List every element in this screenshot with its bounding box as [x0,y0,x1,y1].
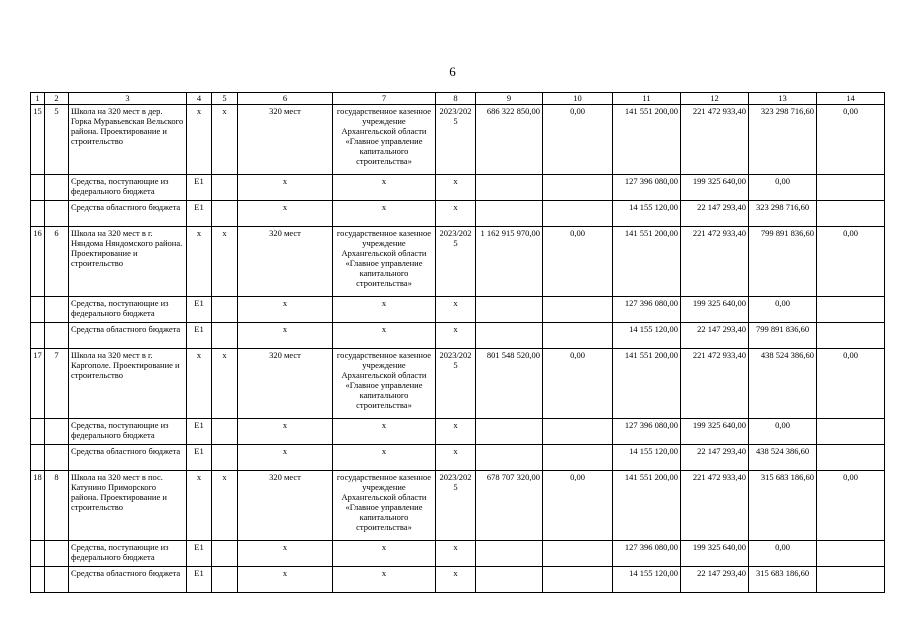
amount-cell: 14 155 120,00 [613,445,681,471]
row-number-cell: 5 [45,105,69,175]
amount-cell: 14 155 120,00 [613,201,681,227]
object-name-cell: Школа на 320 мест в г. Няндома Няндомского района. Проектирование и строительство [69,227,187,297]
row-number-cell: 6 [45,227,69,297]
capacity-cell: 320 мест [238,105,333,175]
amount-cell: 22 147 293,40 [681,445,749,471]
table-cell: х [333,201,436,227]
amount-cell: 127 396 080,00 [613,419,681,445]
table-row-object [31,471,885,541]
table-row-funding-regional [31,201,885,227]
empty-cell [45,541,69,567]
table-cell: х [436,445,476,471]
empty-cell [45,201,69,227]
funding-source-cell: Средства, поступающие из федерального бюджета [69,541,187,567]
table-cell: х [187,227,212,297]
empty-cell [45,297,69,323]
amount-cell: 22 147 293,40 [681,201,749,227]
amount-cell: 0,00 [749,175,817,201]
row-number-cell: 18 [31,471,45,541]
amount-cell: 199 325 640,00 [681,175,749,201]
empty-cell [817,201,885,227]
table-cell: х [187,471,212,541]
empty-cell [543,541,613,567]
table-cell: х [238,323,333,349]
header-cell: 4 [187,93,212,105]
header-cell: 3 [69,93,187,105]
table-row-object [31,349,885,419]
period-cell: 2023/2025 [436,105,476,175]
amount-cell: 127 396 080,00 [613,541,681,567]
amount-cell: 0,00 [543,105,613,175]
header-cell: 13 [749,93,817,105]
funding-source-cell: Средства, поступающие из федерального бюджета [69,297,187,323]
amount-cell: 315 683 186,60 [749,471,817,541]
empty-cell [212,297,238,323]
table-cell: х [238,419,333,445]
empty-cell [817,175,885,201]
table-row-object [31,105,885,175]
amount-cell: 199 325 640,00 [681,297,749,323]
funding-source-cell: Средства, поступающие из федерального бюджета [69,175,187,201]
budget-table [30,92,885,593]
table-cell: х [238,445,333,471]
funding-source-cell: Средства областного бюджета [69,445,187,471]
empty-cell [476,175,543,201]
table-cell: х [238,541,333,567]
amount-cell: 141 551 200,00 [613,349,681,419]
header-cell: 11 [613,93,681,105]
empty-cell [212,419,238,445]
funding-source-cell: Средства областного бюджета [69,323,187,349]
amount-cell: 0,00 [749,541,817,567]
row-number-cell: 8 [45,471,69,541]
table-cell: х [212,227,238,297]
table-cell: х [212,105,238,175]
funding-source-cell: Средства областного бюджета [69,201,187,227]
table-cell: х [333,175,436,201]
amount-cell: 315 683 186,60 [749,567,817,593]
empty-cell [31,323,45,349]
header-cell: 9 [476,93,543,105]
empty-cell [31,419,45,445]
table-cell: х [436,175,476,201]
amount-cell: 0,00 [817,471,885,541]
empty-cell [543,445,613,471]
amount-cell: 14 155 120,00 [613,323,681,349]
empty-cell [45,175,69,201]
table-cell: х [238,175,333,201]
funding-source-cell: Средства, поступающие из федерального бюджета [69,419,187,445]
row-number-cell: 7 [45,349,69,419]
customer-cell: государственное казенное учреждение Архангельской области «Главное управление капитального строительства» [333,471,436,541]
empty-cell [45,567,69,593]
amount-cell: 438 524 386,60 [749,349,817,419]
amount-cell: 438 524 386,60 [749,445,817,471]
empty-cell [476,419,543,445]
header-cell: 14 [817,93,885,105]
table-cell: х [333,567,436,593]
table-cell: х [238,201,333,227]
table-cell: х [187,105,212,175]
table-cell: х [436,201,476,227]
amount-cell: 0,00 [817,105,885,175]
empty-cell [31,567,45,593]
table-cell: х [436,541,476,567]
amount-cell: 799 891 836,60 [749,227,817,297]
empty-cell [476,323,543,349]
table-row-funding-federal [31,297,885,323]
table-row-funding-federal [31,175,885,201]
amount-cell: 799 891 836,60 [749,323,817,349]
table-cell: Е1 [187,323,212,349]
amount-cell: 801 548 520,00 [476,349,543,419]
empty-cell [476,201,543,227]
amount-cell: 22 147 293,40 [681,567,749,593]
table-cell: Е1 [187,419,212,445]
empty-cell [543,201,613,227]
empty-cell [31,201,45,227]
amount-cell: 221 472 933,40 [681,227,749,297]
funding-source-cell: Средства областного бюджета [69,567,187,593]
empty-cell [45,445,69,471]
table-cell: х [436,567,476,593]
capacity-cell: 320 мест [238,227,333,297]
table-row-funding-regional [31,445,885,471]
empty-cell [817,297,885,323]
header-cell: 6 [238,93,333,105]
header-cell: 5 [212,93,238,105]
period-cell: 2023/2025 [436,471,476,541]
empty-cell [543,419,613,445]
table-cell: х [238,297,333,323]
header-cell: 1 [31,93,45,105]
table-cell: х [238,567,333,593]
amount-cell: 221 472 933,40 [681,105,749,175]
amount-cell: 0,00 [543,471,613,541]
capacity-cell: 320 мест [238,349,333,419]
table-row-funding-regional [31,323,885,349]
amount-cell: 678 707 320,00 [476,471,543,541]
empty-cell [212,323,238,349]
amount-cell: 141 551 200,00 [613,471,681,541]
amount-cell: 1 162 915 970,00 [476,227,543,297]
header-cell: 8 [436,93,476,105]
table-row-funding-regional [31,567,885,593]
empty-cell [31,541,45,567]
amount-cell: 0,00 [543,349,613,419]
header-cell: 7 [333,93,436,105]
table-cell: х [333,445,436,471]
amount-cell: 0,00 [749,419,817,445]
empty-cell [817,323,885,349]
amount-cell: 127 396 080,00 [613,175,681,201]
row-number-cell: 17 [31,349,45,419]
amount-cell: 686 322 850,00 [476,105,543,175]
header-cell: 10 [543,93,613,105]
empty-cell [817,445,885,471]
empty-cell [543,297,613,323]
empty-cell [212,567,238,593]
table-cell: х [333,297,436,323]
table-cell: Е1 [187,297,212,323]
table-cell: х [436,419,476,445]
empty-cell [31,175,45,201]
empty-cell [543,323,613,349]
empty-cell [817,541,885,567]
amount-cell: 14 155 120,00 [613,567,681,593]
table-body [31,93,885,593]
table-row-funding-federal [31,541,885,567]
amount-cell: 199 325 640,00 [681,541,749,567]
empty-cell [476,297,543,323]
header-cell: 12 [681,93,749,105]
empty-cell [31,445,45,471]
empty-cell [543,567,613,593]
table-cell: Е1 [187,201,212,227]
table-cell: х [333,323,436,349]
table-cell: Е1 [187,541,212,567]
customer-cell: государственное казенное учреждение Архангельской области «Главное управление капитального строительства» [333,227,436,297]
empty-cell [476,445,543,471]
customer-cell: государственное казенное учреждение Архангельской области «Главное управление капитального строительства» [333,349,436,419]
object-name-cell: Школа на 320 мест в пос. Катунино Приморского района. Проектирование и строительство [69,471,187,541]
page-number: 6 [449,64,456,79]
amount-cell: 0,00 [817,227,885,297]
empty-cell [45,323,69,349]
row-number-cell: 16 [31,227,45,297]
table-cell: х [333,541,436,567]
empty-cell [212,175,238,201]
amount-cell: 323 298 716,60 [749,201,817,227]
amount-cell: 22 147 293,40 [681,323,749,349]
empty-cell [212,541,238,567]
empty-cell [212,445,238,471]
amount-cell: 323 298 716,60 [749,105,817,175]
amount-cell: 221 472 933,40 [681,349,749,419]
amount-cell: 199 325 640,00 [681,419,749,445]
table-row-object [31,227,885,297]
period-cell: 2023/2025 [436,227,476,297]
capacity-cell: 320 мест [238,471,333,541]
amount-cell: 141 551 200,00 [613,227,681,297]
table-cell: Е1 [187,445,212,471]
table-cell: Е1 [187,175,212,201]
table-cell: х [333,419,436,445]
table-cell: Е1 [187,567,212,593]
amount-cell: 141 551 200,00 [613,105,681,175]
amount-cell: 0,00 [543,227,613,297]
table-cell: х [436,323,476,349]
header-row [31,93,885,105]
row-number-cell: 15 [31,105,45,175]
object-name-cell: Школа на 320 мест в г. Каргополе. Проектирование и строительство [69,349,187,419]
empty-cell [817,567,885,593]
empty-cell [212,201,238,227]
amount-cell: 127 396 080,00 [613,297,681,323]
table-cell: х [187,349,212,419]
empty-cell [45,419,69,445]
empty-cell [31,297,45,323]
header-cell: 2 [45,93,69,105]
empty-cell [476,541,543,567]
table-row-funding-federal [31,419,885,445]
empty-cell [543,175,613,201]
amount-cell: 0,00 [749,297,817,323]
table-cell: х [212,471,238,541]
table-cell: х [212,349,238,419]
empty-cell [817,419,885,445]
object-name-cell: Школа на 320 мест в дер. Горка Муравьевская Вельского района. Проектирование и строительство [69,105,187,175]
table-cell: х [436,297,476,323]
period-cell: 2023/2025 [436,349,476,419]
customer-cell: государственное казенное учреждение Архангельской области «Главное управление капитального строительства» [333,105,436,175]
empty-cell [476,567,543,593]
amount-cell: 0,00 [817,349,885,419]
amount-cell: 221 472 933,40 [681,471,749,541]
